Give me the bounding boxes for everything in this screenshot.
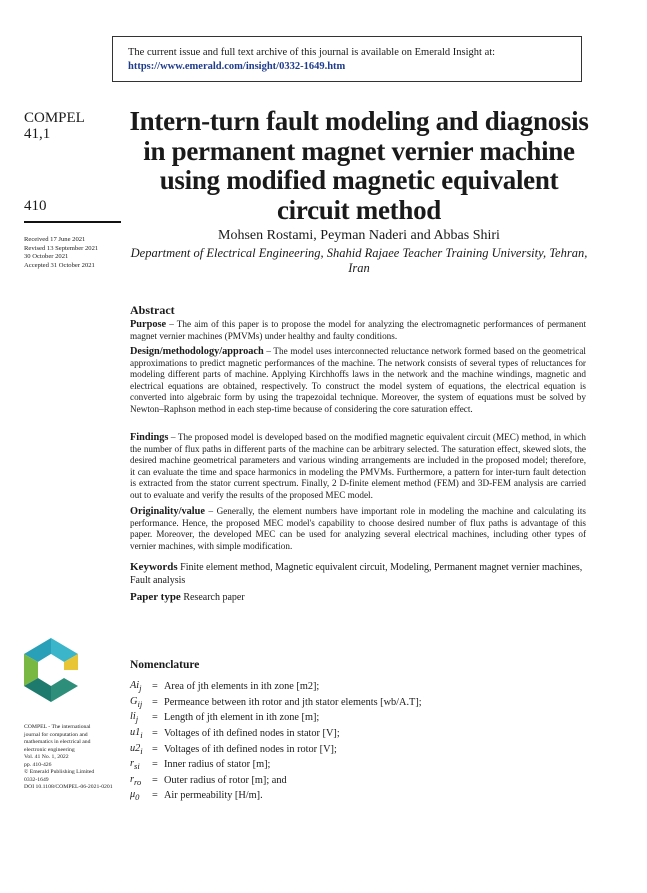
- nom-definition: Area of jth elements in ith zone [m2];: [164, 681, 320, 693]
- journal-info-line: COMPEL - The international: [24, 724, 91, 730]
- nom-symbol: $r_{si}$: [130, 758, 140, 772]
- paper-title: Intern-turn fault modeling and diagnosis in permanent magnet vernier machine using modified magnetic equivalent circuit method: [129, 106, 589, 225]
- journal-info-line: DOI 10.1108/COMPEL-06-2021-0201: [24, 784, 113, 790]
- page-number: 410: [24, 198, 47, 214]
- date-received: Received 17 June 2021: [24, 236, 86, 243]
- nom-definition: Voltages of ith defined nodes in stator [V];: [164, 728, 340, 740]
- nomenclature-row: $r_{si}$ = Inner radius of stator [m];: [130, 758, 271, 772]
- keywords: [130, 561, 586, 587]
- design-label: Design/methodology/approach: [130, 346, 264, 357]
- journal-info-line: Vol. 41 No. 1, 2022: [24, 754, 69, 760]
- nom-definition: Air permeability [H/m].: [164, 790, 263, 802]
- originality-label: Originality/value: [130, 506, 205, 517]
- author-affiliation: Department of Electrical Engineering, Shahid Rajaee Teacher Training University, Tehran, Iran: [130, 246, 588, 275]
- design-text: – The model uses interconnected reluctance network formed based on the geometrical approximations to predict magnetic performances of the machine. The network consists of several types of reluctances for modeling different parts of machine. Applying Kirchhoffs laws in the network and the machine windings, magnetic and electrical equations are obtained, respectively. To construct the model system of equations, the electrical equation is converted into algebraic form by using the trapezoidal technique. Moreover, the system of equations must be solved by Newton–Raphson method in each step-time because of considering the core saturation effect.: [130, 346, 586, 414]
- paper-type-label: Paper type: [130, 591, 181, 603]
- nom-definition: Inner radius of stator [m];: [164, 759, 271, 771]
- nom-symbol: $r_{ro}$: [130, 773, 142, 787]
- nom-symbol: $li_j$: [130, 711, 139, 725]
- nomenclature-list: [130, 679, 422, 804]
- journal-info-line: pp. 410-426: [24, 761, 52, 768]
- date-revised-2: 30 October 2021: [24, 253, 69, 261]
- nom-symbol: $G_{ij}$: [130, 695, 143, 709]
- journal-info-line: electronic engineering: [24, 746, 75, 753]
- abstract-design: [130, 346, 586, 415]
- nom-symbol: $\mu_0$: [130, 789, 140, 803]
- publisher-logo-icon: [24, 638, 78, 702]
- nomenclature-row: $G_{ij}$ = Permeance between ith rotor and jth stator elements [wb/A.T];: [130, 695, 422, 709]
- journal-info-line: © Emerald Publishing Limited: [24, 769, 95, 775]
- nom-symbol: $Ai_j$: [130, 680, 142, 694]
- nom-symbol: $u1_i$: [130, 727, 143, 741]
- header-notice: The current issue and full text archive of this journal is available on Emerald Insight at:: [128, 47, 496, 58]
- nomenclature-row: $r_{ro}$ = Outer radius of rotor [m]; and: [130, 773, 287, 787]
- keywords-label: Keywords: [130, 561, 178, 573]
- abstract-findings: [130, 432, 586, 501]
- date-revised: Revised 13 September 2021: [24, 244, 99, 252]
- abstract-purpose: [130, 319, 586, 342]
- purpose-label: Purpose: [130, 319, 167, 330]
- journal-volume: 41,1: [24, 126, 51, 142]
- journal-info: [24, 724, 124, 792]
- nomenclature-row: $li_j$ = Length of jth element in ith zone [m];: [130, 711, 320, 725]
- abstract-heading: Abstract: [130, 303, 175, 317]
- journal-info-line: 0332-1649: [24, 776, 49, 783]
- nomenclature-row: $\mu_0$ = Air permeability [H/m].: [130, 789, 263, 803]
- findings-label: Findings: [130, 432, 169, 443]
- keywords-text: Finite element method, Magnetic equivalent circuit, Modeling, Permanent magnet vernier machines, Fault analysis: [130, 562, 583, 586]
- journal-name: COMPEL: [24, 110, 85, 126]
- author-list: Mohsen Rostami, Peyman Naderi and Abbas Shiri: [218, 228, 500, 243]
- purpose-text: – The aim of this paper is to propose the model for analyzing the electromagnetic performances of permanent magnet vernier machines (PMVMs) under healthy and faulty conditions.: [130, 319, 586, 341]
- nom-definition: Permeance between ith rotor and jth stator elements [wb/A.T];: [164, 696, 422, 708]
- originality-text: – Generally, the element numbers have important role in modeling the machine and calculating its performance. Hence, the proposed MEC model's capability to choose desired number of flux paths is advantage of this paper. Moreover, the developed MEC can be used for analyzing several electrical machines, including other types of vernier machines, with simple modification.: [130, 506, 586, 551]
- journal-info-line: mathematics in electrical and: [24, 739, 91, 745]
- nomenclature-heading: Nomenclature: [130, 659, 200, 671]
- journal-archive-link[interactable]: https://www.emerald.com/insight/0332-1649.htm: [128, 61, 346, 72]
- history-dates: [24, 236, 124, 270]
- sidebar-divider: [24, 221, 121, 223]
- paper-type: [130, 591, 245, 603]
- nom-definition: Length of jth element in ith zone [m];: [164, 712, 320, 724]
- nomenclature-row: $u2_i$ = Voltages of ith defined nodes in rotor [V];: [130, 742, 337, 756]
- abstract-originality: [130, 506, 586, 552]
- journal-name-block: [24, 110, 85, 142]
- journal-info-line: journal for computation and: [24, 731, 88, 738]
- nomenclature-row: $Ai_j$ = Area of jth elements in ith zone [m2];: [130, 680, 320, 694]
- nom-definition: Voltages of ith defined nodes in rotor [V];: [164, 743, 337, 755]
- paper-type-text: Research paper: [180, 592, 245, 603]
- nom-definition: Outer radius of rotor [m]; and: [164, 774, 287, 786]
- findings-text: – The proposed model is developed based on the modified magnetic equivalent circuit (MEC) method, in which the number of flux paths in different parts of the machine can be arbitrary selected. The saturation effect, skewed slots, the desired machine geometrical parameters and various winding arrangements are included in the proposed model; therefore, it can evaluate the time and space harmonics in modeling the PMVMs. Furthermore, a pattern for inter-turn fault detection is extracted from the stator current spectrum. Finally, 2 D-finite element method (FEM) and 3D-FEM analysis are carried out to evaluate and verify the results of the proposed MEC model.: [130, 432, 586, 500]
- nom-symbol: $u2_i$: [130, 742, 143, 756]
- nomenclature-row: $u1_i$ = Voltages of ith defined nodes in stator [V];: [130, 727, 340, 741]
- date-accepted: Accepted 31 October 2021: [24, 261, 95, 269]
